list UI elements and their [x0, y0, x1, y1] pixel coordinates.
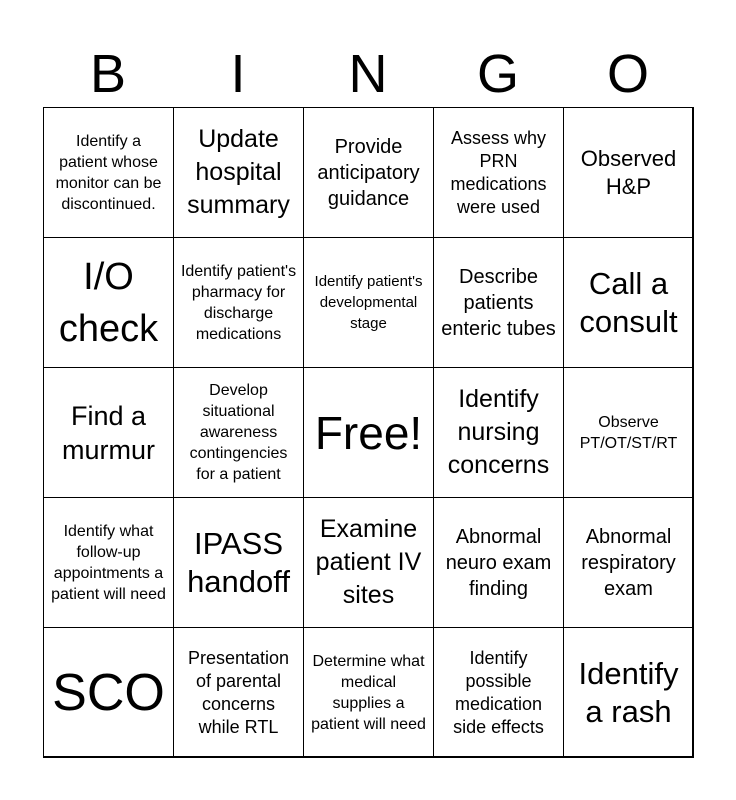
- bingo-header: [43, 40, 693, 108]
- bingo-cell[interactable]: [433, 237, 564, 368]
- cell-text: Develop situational awareness contingencies for a patient: [189, 382, 288, 483]
- bingo-cell[interactable]: [563, 497, 694, 628]
- bingo-card: [43, 107, 693, 757]
- cell-text: Abnormal respiratory exam: [581, 525, 676, 600]
- bingo-cell[interactable]: [303, 627, 434, 758]
- bingo-cell[interactable]: [303, 497, 434, 628]
- bingo-cell[interactable]: [303, 237, 434, 368]
- bingo-cell[interactable]: [43, 367, 174, 498]
- bingo-cell[interactable]: [173, 367, 304, 498]
- cell-text: Identify a rash: [578, 655, 679, 729]
- cell-text: Identify what follow-up appointments a patient will need: [51, 522, 166, 603]
- bingo-cell[interactable]: [43, 627, 174, 758]
- bingo-cell[interactable]: [43, 107, 174, 238]
- cell-text: Assess why PRN medications were used: [450, 127, 547, 217]
- cell-text: SCO: [52, 663, 165, 722]
- cell-text: Abnormal neuro exam finding: [445, 525, 552, 600]
- bingo-cell[interactable]: [563, 627, 694, 758]
- cell-text: Identify patient's developmental stage: [314, 273, 423, 332]
- cell-text: IPASS handoff: [187, 525, 290, 599]
- cell-text: Determine what medical supplies a patient will need: [311, 652, 426, 733]
- cell-text: Identify patient's pharmacy for discharge medications: [180, 262, 297, 343]
- cell-text: Identify nursing concerns: [447, 385, 550, 479]
- cell-text: Describe patients enteric tubes: [441, 265, 556, 340]
- bingo-cell[interactable]: [43, 237, 174, 368]
- cell-text: Provide anticipatory guidance: [317, 135, 420, 210]
- cell-text: Identify a patient whose monitor can be discontinued.: [55, 132, 162, 213]
- bingo-cell[interactable]: [563, 237, 694, 368]
- cell-text: I/O check: [58, 255, 159, 350]
- header-letter-g: G: [476, 44, 519, 104]
- bingo-cell[interactable]: [173, 237, 304, 368]
- bingo-cell[interactable]: [303, 107, 434, 238]
- cell-text: Observed H&P: [580, 145, 677, 199]
- header-letter-i: I: [230, 44, 246, 104]
- cell-text: Update hospital summary: [187, 125, 290, 219]
- header-letter-n: N: [348, 44, 388, 104]
- bingo-cell[interactable]: [173, 497, 304, 628]
- cell-text: Identify possible medication side effects: [453, 647, 544, 737]
- bingo-cell[interactable]: [303, 367, 434, 498]
- bingo-cell[interactable]: [43, 497, 174, 628]
- bingo-cell[interactable]: [433, 627, 564, 758]
- bingo-cell[interactable]: [433, 367, 564, 498]
- cell-text: Examine patient IV sites: [315, 515, 422, 609]
- bingo-cell[interactable]: [563, 367, 694, 498]
- cell-text: Presentation of parental concerns while RTL: [187, 647, 290, 737]
- bingo-cell[interactable]: [173, 107, 304, 238]
- bingo-cell[interactable]: [433, 497, 564, 628]
- bingo-cell[interactable]: [433, 107, 564, 238]
- header-letter-o: O: [606, 44, 649, 104]
- cell-text: Observe PT/OT/ST/RT: [579, 413, 678, 452]
- bingo-cell[interactable]: [173, 627, 304, 758]
- header-letter-b: B: [89, 44, 127, 104]
- cell-text: Free!: [314, 406, 423, 459]
- cell-text: Call a consult: [579, 265, 678, 339]
- bingo-cell[interactable]: [563, 107, 694, 238]
- cell-text: Find a murmur: [62, 400, 155, 465]
